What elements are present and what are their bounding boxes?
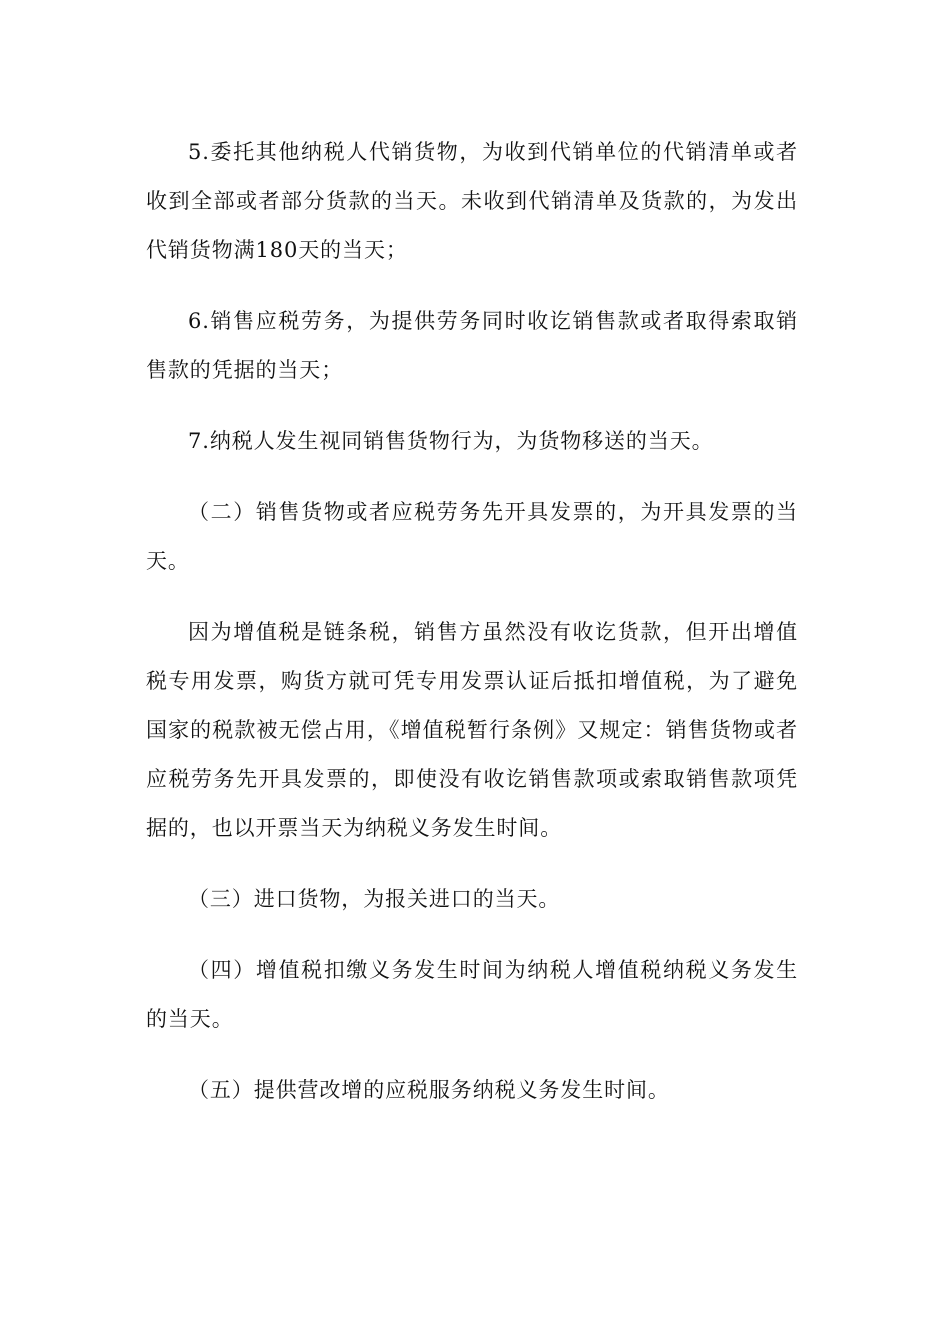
paragraph-invoice-first: （二）销售货物或者应税劳务先开具发票的，为开具发票的当天。 [146,500,798,573]
paragraph-taxable-services: 6.销售应税劳务，为提供劳务同时收讫销售款或者取得索取销售款的凭据的当天； [146,309,798,382]
document-body [146,128,798,1137]
paragraph-deemed-sales: 7.纳税人发生视同销售货物行为，为货物移送的当天。 [188,429,714,453]
paragraph-imported-goods: （三）进口货物，为报关进口的当天。 [188,887,561,911]
paragraph-withholding-obligation: （四）增值税扣缴义务发生时间为纳税人增值税纳税义务发生的当天。 [146,958,798,1031]
paragraph-vat-chain-explanation: 因为增值税是链条税，销售方虽然没有收讫货款，但开出增值税专用发票，购货方就可凭专用发票认证后抵扣增值税，为了避免国家的税款被无偿占用，《增值税暂行条例》又规定：销售货物或者应税劳务先开具发票的，即使没有收讫销售款项或索取销售款项凭据的，也以开票当天为纳税义务发生时间。 [146,620,798,840]
paragraph-vat-reform-services: （五）提供营改增的应税服务纳税义务发生时间。 [188,1078,670,1102]
paragraph-consignment-sales: 5.委托其他纳税人代销货物，为收到代销单位的代销清单或者收到全部或者部分货款的当天。未收到代销清单及货款的，为发出代销货物满180天的当天； [146,140,798,262]
